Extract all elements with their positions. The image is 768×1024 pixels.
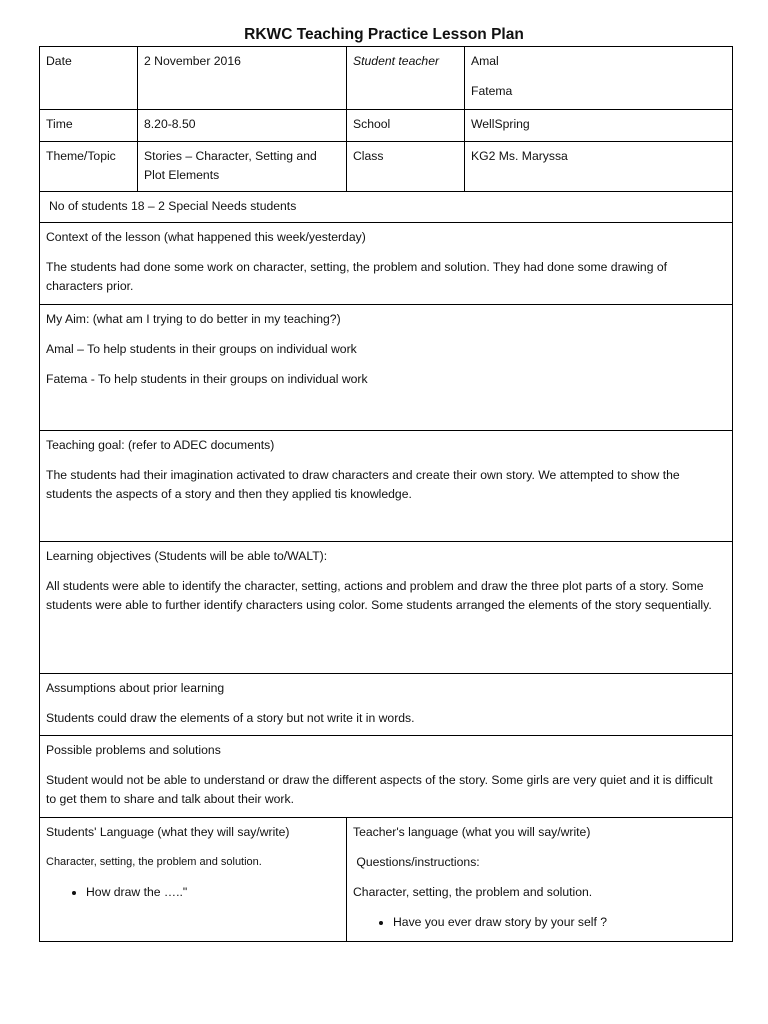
learning-objectives-text: All students were able to identify the character, setting, actions and problem and draw the three plot parts of a story. Some students were able to further identify characters using color. Some students arranged the elements of the story sequentially. — [46, 579, 712, 612]
students-language-text: Character, setting, the problem and solution. — [46, 856, 262, 868]
school-label: School — [347, 110, 465, 142]
student-teacher-2: Fatema — [471, 84, 513, 98]
students-language-section — [40, 818, 347, 942]
theme-value: Stories – Character, Setting and Plot Elements — [138, 142, 347, 192]
problems-section — [40, 736, 733, 818]
problems-text: Student would not be able to understand or draw the different aspects of the story. Some girls are very quiet and it is difficult to get them to share and talk about their work. — [46, 773, 713, 806]
teachers-language-heading: Teacher's language (what you will say/write) — [353, 825, 591, 839]
theme-label: Theme/Topic — [40, 142, 138, 192]
learning-objectives-row — [40, 542, 733, 674]
teachers-language-line-2: Character, setting, the problem and solution. — [353, 885, 593, 899]
teaching-goal-text: The students had their imagination activated to draw characters and create their own story. We attempted to show the students the aspects of a story and then they applied tis knowledge. — [46, 468, 680, 501]
date-row — [40, 47, 733, 110]
context-text: The students had done some work on character, setting, the problem and solution. They had done some drawing of characters prior. — [46, 260, 668, 293]
aim-line-1: Amal – To help students in their groups on individual work — [46, 342, 357, 356]
document-title: RKWC Teaching Practice Lesson Plan — [244, 26, 524, 43]
aim-heading: My Aim: (what am I trying to do better in my teaching?) — [46, 312, 341, 326]
learning-objectives-heading: Learning objectives (Students will be able to/WALT): — [46, 549, 328, 563]
students-count-row — [40, 192, 733, 223]
problems-row — [40, 736, 733, 818]
theme-row — [40, 142, 733, 192]
assumptions-text: Students could draw the elements of a story but not write it in words. — [46, 711, 415, 725]
teaching-goal-heading: Teaching goal: (refer to ADEC documents) — [46, 438, 275, 452]
teachers-language-bullet: • Have you ever draw story by your self ? — [393, 913, 726, 932]
language-row — [40, 818, 733, 942]
context-heading: Context of the lesson (what happened this week/yesterday) — [46, 230, 366, 244]
teaching-goal-section — [40, 431, 733, 542]
assumptions-row — [40, 674, 733, 736]
aim-section — [40, 305, 733, 431]
time-label: Time — [40, 110, 138, 142]
aim-row — [40, 305, 733, 431]
problems-heading: Possible problems and solutions — [46, 743, 221, 757]
students-count: No of students 18 – 2 Special Needs students — [40, 192, 733, 223]
class-label: Class — [347, 142, 465, 192]
students-language-bullet: • How draw the ….." — [86, 883, 340, 902]
teaching-goal-row — [40, 431, 733, 542]
date-value: 2 November 2016 — [138, 47, 347, 110]
student-teacher-value — [465, 47, 733, 110]
students-language-list — [46, 883, 340, 902]
aim-line-2: Fatema - To help students in their groups on individual work — [46, 372, 368, 386]
class-value: KG2 Ms. Maryssa — [465, 142, 733, 192]
lesson-plan-table — [39, 46, 732, 942]
learning-objectives-section — [40, 542, 733, 674]
student-teacher-1: Amal — [471, 54, 499, 68]
student-teacher-label: Student teacher — [347, 47, 465, 110]
teachers-language-section — [347, 818, 733, 942]
time-value: 8.20-8.50 — [138, 110, 347, 142]
time-row — [40, 110, 733, 142]
school-value: WellSpring — [465, 110, 733, 142]
teachers-language-line-1: Questions/instructions: — [353, 855, 480, 869]
students-language-heading: Students' Language (what they will say/write) — [46, 825, 290, 839]
context-row — [40, 223, 733, 305]
context-section — [40, 223, 733, 305]
date-label: Date — [40, 47, 138, 110]
assumptions-heading: Assumptions about prior learning — [46, 681, 225, 695]
assumptions-section — [40, 674, 733, 736]
teachers-language-list — [353, 913, 726, 932]
